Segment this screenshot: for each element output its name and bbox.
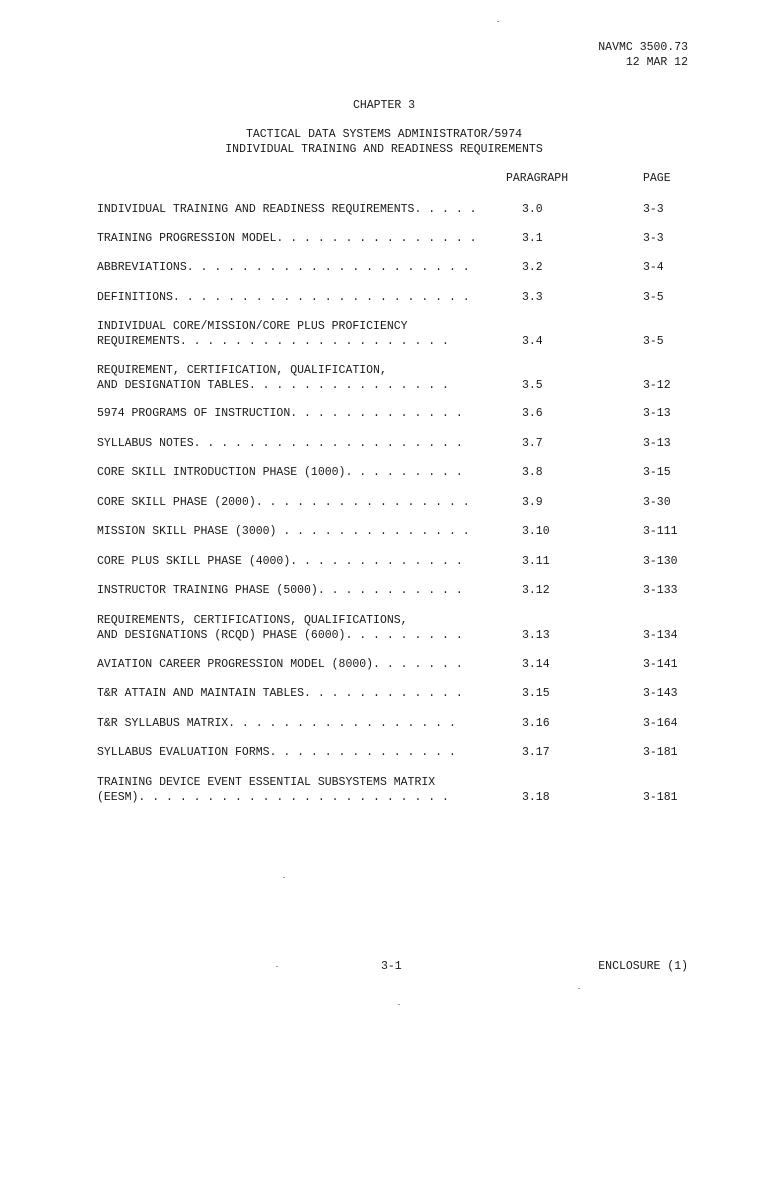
toc-page-number: 3-133 [643, 584, 678, 597]
toc-entry-title: ABBREVIATIONS. . . . . . . . . . . . . . . . . . . . . [97, 261, 470, 274]
doc-number: NAVMC 3500.73 [598, 41, 688, 54]
scan-speck [276, 966, 278, 967]
toc-paragraph-number: 3.10 [522, 525, 550, 538]
toc-paragraph-number: 3.12 [522, 584, 550, 597]
toc-entry-title: 5974 PROGRAMS OF INSTRUCTION. . . . . . . . . . . . . [97, 407, 463, 420]
toc-entry [97, 495, 697, 510]
toc-entry [97, 260, 697, 275]
toc-entry-title: T&R ATTAIN AND MAINTAIN TABLES. . . . . . . . . . . . [97, 687, 463, 700]
toc-paragraph-number: 3.11 [522, 555, 550, 568]
toc-entry [97, 231, 697, 246]
toc-entry-title: CORE PLUS SKILL PHASE (4000). . . . . . . . . . . . . [97, 555, 463, 568]
toc-paragraph-number: 3.13 [522, 629, 550, 642]
toc-entry [97, 657, 697, 672]
toc-entry [97, 319, 697, 349]
toc-entry-title: INDIVIDUAL TRAINING AND READINESS REQUIREMENTS. . . . . [97, 203, 477, 216]
toc-paragraph-number: 3.15 [522, 687, 550, 700]
scan-speck [283, 877, 285, 878]
toc-entry-title: TRAINING DEVICE EVENT ESSENTIAL SUBSYSTEMS MATRIX [97, 776, 436, 789]
toc-entry [97, 465, 697, 480]
column-header-page: PAGE [643, 172, 671, 185]
toc-paragraph-number: 3.4 [522, 335, 543, 348]
toc-paragraph-number: 3.18 [522, 791, 550, 804]
toc-entry-title: SYLLABUS NOTES. . . . . . . . . . . . . . . . . . . . [97, 437, 463, 450]
toc-paragraph-number: 3.5 [522, 379, 543, 392]
toc-entry-title: INDIVIDUAL CORE/MISSION/CORE PLUS PROFICIENCY [97, 320, 408, 333]
toc-page-number: 3-12 [643, 379, 671, 392]
scan-speck [398, 1004, 400, 1005]
toc-entry [97, 583, 697, 598]
toc-entry-title: T&R SYLLABUS MATRIX. . . . . . . . . . . . . . . . . [97, 717, 456, 730]
toc-page-number: 3-5 [643, 335, 664, 348]
toc-page-number: 3-13 [643, 407, 671, 420]
toc-entry-title: MISSION SKILL PHASE (3000) . . . . . . . . . . . . . . [97, 525, 470, 538]
toc-page-number: 3-15 [643, 466, 671, 479]
toc-entry [97, 775, 697, 805]
chapter-title-line2: INDIVIDUAL TRAINING AND READINESS REQUIREMENTS [225, 143, 543, 156]
toc-entry [97, 436, 697, 451]
toc-entry [97, 363, 697, 393]
scan-speck [497, 21, 499, 22]
toc-entry [97, 613, 697, 643]
toc-page-number: 3-141 [643, 658, 678, 671]
chapter-title-line1: TACTICAL DATA SYSTEMS ADMINISTRATOR/5974 [245, 128, 523, 141]
doc-date: 12 MAR 12 [625, 56, 688, 69]
toc-page-number: 3-164 [643, 717, 678, 730]
column-header-paragraph: PARAGRAPH [506, 172, 569, 185]
toc-page-number: 3-111 [643, 525, 678, 538]
toc-paragraph-number: 3.7 [522, 437, 543, 450]
toc-entry-title: CORE SKILL INTRODUCTION PHASE (1000). . . . . . . . . [97, 466, 463, 479]
toc-entry-title-continued: REQUIREMENTS. . . . . . . . . . . . . . . . . . . . [97, 335, 449, 348]
toc-page-number: 3-181 [643, 746, 678, 759]
toc-paragraph-number: 3.8 [522, 466, 543, 479]
toc-entry [97, 524, 697, 539]
toc-page-number: 3-143 [643, 687, 678, 700]
toc-page-number: 3-134 [643, 629, 678, 642]
toc-entry-title: REQUIREMENT, CERTIFICATION, QUALIFICATION, [97, 364, 387, 377]
toc-paragraph-number: 3.17 [522, 746, 550, 759]
toc-entry-title: AVIATION CAREER PROGRESSION MODEL (8000). . . . . . . [97, 658, 463, 671]
toc-entry [97, 716, 697, 731]
enclosure-label: ENCLOSURE (1) [598, 960, 688, 973]
toc-entry [97, 745, 697, 760]
toc-entry-title-continued: (EESM). . . . . . . . . . . . . . . . . . . . . . . [97, 791, 449, 804]
toc-paragraph-number: 3.14 [522, 658, 550, 671]
toc-page-number: 3-5 [643, 291, 664, 304]
page-number: 3-1 [381, 960, 402, 973]
toc-entry-title: INSTRUCTOR TRAINING PHASE (5000). . . . . . . . . . . [97, 584, 463, 597]
toc-entry-title: TRAINING PROGRESSION MODEL. . . . . . . . . . . . . . . [97, 232, 477, 245]
toc-entry-title: REQUIREMENTS, CERTIFICATIONS, QUALIFICATIONS, [97, 614, 408, 627]
scan-speck [578, 988, 580, 989]
toc-page-number: 3-3 [643, 232, 664, 245]
toc-paragraph-number: 3.3 [522, 291, 543, 304]
toc-paragraph-number: 3.1 [522, 232, 543, 245]
toc-page-number: 3-3 [643, 203, 664, 216]
toc-paragraph-number: 3.2 [522, 261, 543, 274]
toc-entry-title: SYLLABUS EVALUATION FORMS. . . . . . . . . . . . . . [97, 746, 456, 759]
toc-entry [97, 406, 697, 421]
toc-entry [97, 290, 697, 305]
toc-entry-title-continued: AND DESIGNATION TABLES. . . . . . . . . . . . . . . [97, 379, 449, 392]
toc-paragraph-number: 3.6 [522, 407, 543, 420]
toc-entry-title: DEFINITIONS. . . . . . . . . . . . . . . . . . . . . . [97, 291, 470, 304]
toc-paragraph-number: 3.0 [522, 203, 543, 216]
toc-page-number: 3-130 [643, 555, 678, 568]
toc-entry [97, 202, 697, 217]
toc-entry [97, 686, 697, 701]
toc-paragraph-number: 3.9 [522, 496, 543, 509]
toc-entry-title: CORE SKILL PHASE (2000). . . . . . . . . . . . . . . . [97, 496, 470, 509]
toc-page-number: 3-30 [643, 496, 671, 509]
toc-page-number: 3-4 [643, 261, 664, 274]
toc-page-number: 3-181 [643, 791, 678, 804]
toc-entry [97, 554, 697, 569]
toc-paragraph-number: 3.16 [522, 717, 550, 730]
chapter-heading: CHAPTER 3 [352, 99, 416, 112]
toc-entry-title-continued: AND DESIGNATIONS (RCQD) PHASE (6000). . . . . . . . . [97, 629, 463, 642]
toc-page-number: 3-13 [643, 437, 671, 450]
